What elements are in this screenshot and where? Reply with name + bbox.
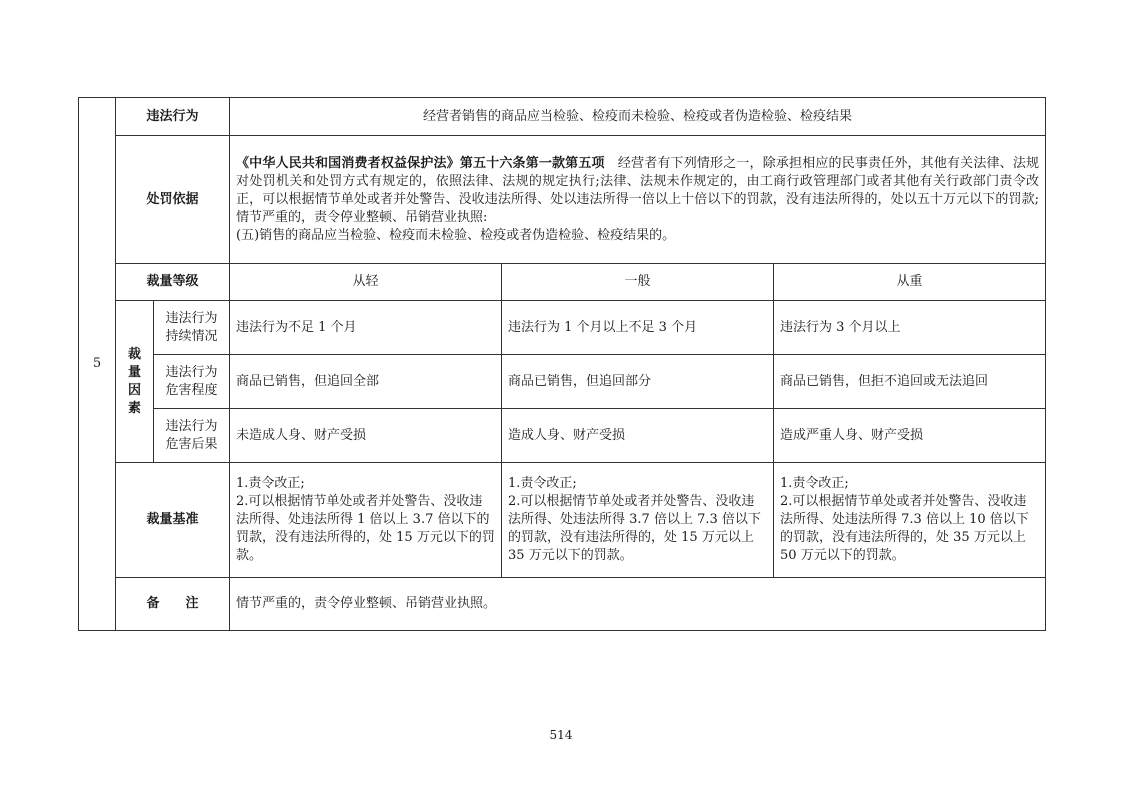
level-heavy: 从重 xyxy=(774,264,1046,301)
standard-label: 裁量基准 xyxy=(116,463,230,578)
page-number: 514 xyxy=(549,728,573,742)
factors-char: 因 xyxy=(127,382,141,398)
basis-text xyxy=(230,136,1046,264)
factor-cell: 造成人身、财产受损 xyxy=(502,409,774,463)
note-row xyxy=(79,578,1046,631)
factor-cell: 未造成人身、财产受损 xyxy=(230,409,502,463)
levels-label: 裁量等级 xyxy=(116,264,230,301)
factor-label-consequence: 违法行为危害后果 xyxy=(154,409,230,463)
level-light: 从轻 xyxy=(230,264,502,301)
law-item-text: (五)销售的商品应当检验、检疫而未检验、检疫或者伪造检验、检疫结果的。 xyxy=(236,227,676,243)
factors-char: 裁 xyxy=(127,346,141,362)
standard-general: 1.责令改正; 2.可以根据情节单处或者并处警告、没收违法所得、处违法所得 3.7 倍以上 7.3 倍以下的罚款，没有违法所得的，处 15 万元以上 35 万元以下的罚款。 xyxy=(502,463,774,578)
factor-row-consequence xyxy=(79,409,1046,463)
factors-char: 素 xyxy=(127,400,141,416)
violation-label: 违法行为 xyxy=(116,98,230,136)
basis-row xyxy=(79,136,1046,264)
violation-text: 经营者销售的商品应当检验、检疫而未检验、检疫或者伪造检验、检疫结果 xyxy=(230,98,1046,136)
factor-cell: 违法行为 3 个月以上 xyxy=(774,301,1046,355)
factor-row-severity xyxy=(79,355,1046,409)
note-text: 情节严重的，责令停业整顿、吊销营业执照。 xyxy=(230,578,1046,631)
item-number: 5 xyxy=(79,98,116,631)
factor-cell: 违法行为 1 个月以上不足 3 个月 xyxy=(502,301,774,355)
penalty-discretion-table xyxy=(78,97,1046,631)
law-title: 《中华人民共和国消费者权益保护法》第五十六条第一款第五项 xyxy=(236,155,605,171)
basis-label: 处罚依据 xyxy=(116,136,230,264)
factor-cell: 商品已销售，但拒不追回或无法追回 xyxy=(774,355,1046,409)
factor-label-severity: 违法行为危害程度 xyxy=(154,355,230,409)
standard-heavy: 1.责令改正; 2.可以根据情节单处或者并处警告、没收违法所得、处违法所得 7.3 倍以上 10 倍以下的罚款，没有违法所得的，处 35 万元以上 50 万元以下的罚款。 xyxy=(774,463,1046,578)
law-text: 经营者有下列情形之一，除承担相应的民事责任外，其他有关法律、法规对处罚机关和处罚方式有规定的，依照法律、法规的规定执行;法律、法规未作规定的，由工商行政管理部门或者其他有关行政部门责令改正，可以根据情节单处或者并处警告、没收违法所得、处以违法所得一倍以上十倍以下的罚款，没有违法所得的，处以五十万元以下的罚款;情节严重的，责令停业整顿、吊销营业执照: xyxy=(236,155,1040,225)
factor-cell: 造成严重人身、财产受损 xyxy=(774,409,1046,463)
levels-row xyxy=(79,264,1046,301)
factors-group-label xyxy=(116,301,154,463)
factor-label-duration: 违法行为持续情况 xyxy=(154,301,230,355)
factor-row-duration xyxy=(79,301,1046,355)
level-general: 一般 xyxy=(502,264,774,301)
note-label: 备 注 xyxy=(116,578,230,631)
factors-char: 量 xyxy=(127,364,141,380)
factor-cell: 违法行为不足 1 个月 xyxy=(230,301,502,355)
factor-cell: 商品已销售，但追回部分 xyxy=(502,355,774,409)
standard-light: 1.责令改正; 2.可以根据情节单处或者并处警告、没收违法所得、处违法所得 1 倍以上 3.7 倍以下的罚款，没有违法所得的，处 15 万元以下的罚款。 xyxy=(230,463,502,578)
violation-row xyxy=(79,98,1046,136)
standard-row xyxy=(79,463,1046,578)
factor-cell: 商品已销售，但追回全部 xyxy=(230,355,502,409)
